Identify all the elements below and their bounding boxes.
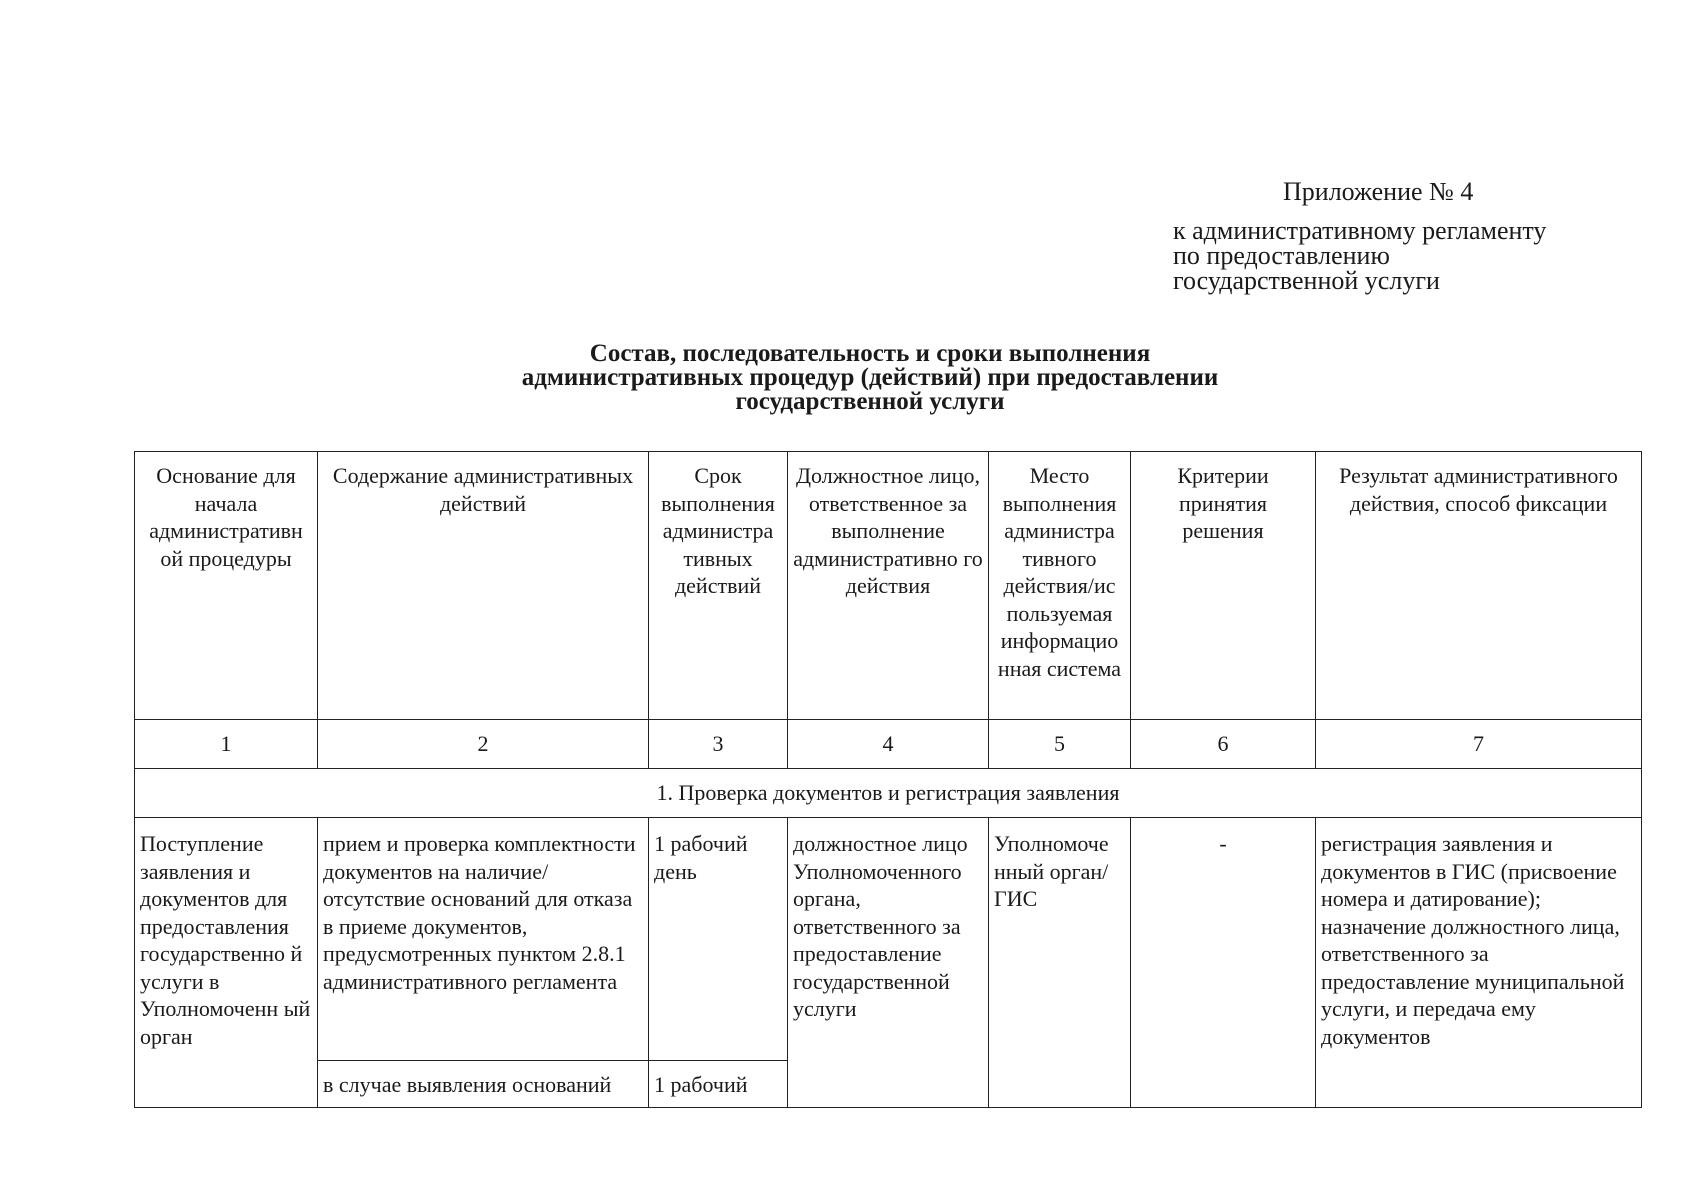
cell-place: Уполномоче нный орган/ГИС [989, 818, 1131, 1108]
column-number-row [135, 720, 1642, 769]
cell-result: регистрация заявления и документов в ГИС (присвоение номера и датирование); назначение должностного лица, ответственного за предоставление муниципальной услуги, и передача ему документов [1316, 818, 1642, 1108]
column-number: 6 [1131, 720, 1316, 769]
column-number: 2 [318, 720, 649, 769]
document-title [0, 342, 1686, 414]
header-official: Должностное лицо, ответственное за выполнение административно го действия [788, 452, 989, 720]
appendix-title: Приложение № 4 [1283, 177, 1474, 206]
header-basis: Основание для начала административн ой процедуры [135, 452, 318, 720]
cell-content: прием и проверка комплектности документов на наличие/отсутствие оснований для отказа в приеме документов, предусмотренных пунктом 2.8.1 административного регламента [318, 818, 649, 1061]
cell-term: 1 рабочий день [649, 818, 788, 1061]
cell-criteria [1131, 818, 1316, 1108]
header-criteria: Критерии принятия решения [1131, 452, 1316, 720]
document-title-line: государственной услуги [735, 388, 1005, 415]
header-content: Содержание административных действий [318, 452, 649, 720]
appendix-line: государственной услуги [1173, 266, 1440, 295]
appendix-line: по предоставлению [1173, 241, 1390, 270]
header-result: Результат административного действия, способ фиксации [1316, 452, 1642, 720]
cell-official: должностное лицо Уполномоченного органа, ответственного за предоставление государственной услуги [788, 818, 989, 1108]
cell-basis: Поступление заявления и документов для предоставления государственно й услуги в Уполномоченн ый орган [135, 818, 318, 1108]
cell-term: 1 рабочий [649, 1061, 788, 1108]
section-title: 1. Проверка документов и регистрация заявления [135, 769, 1642, 818]
table-row [135, 818, 1642, 1061]
appendix-line: к административному регламенту [1173, 216, 1547, 245]
cell-content: в случае выявления оснований [318, 1061, 649, 1108]
section-row [135, 769, 1642, 818]
column-number: 7 [1316, 720, 1642, 769]
column-number: 4 [788, 720, 989, 769]
header-term: Срок выполнения администра тивных действий [649, 452, 788, 720]
document-title-line: Состав, последовательность и сроки выполнения [589, 340, 1151, 367]
table-header-row [135, 452, 1642, 720]
appendix-block [1173, 178, 1613, 293]
criteria-value: - [1219, 831, 1227, 856]
header-place: Место выполнения администра тивного действия/ис пользуемая информацио нная система [989, 452, 1131, 720]
procedures-table [134, 451, 1642, 1108]
document-title-line: административных процедур (действий) при предоставлении [521, 364, 1219, 391]
column-number: 3 [649, 720, 788, 769]
column-number: 1 [135, 720, 318, 769]
column-number: 5 [989, 720, 1131, 769]
